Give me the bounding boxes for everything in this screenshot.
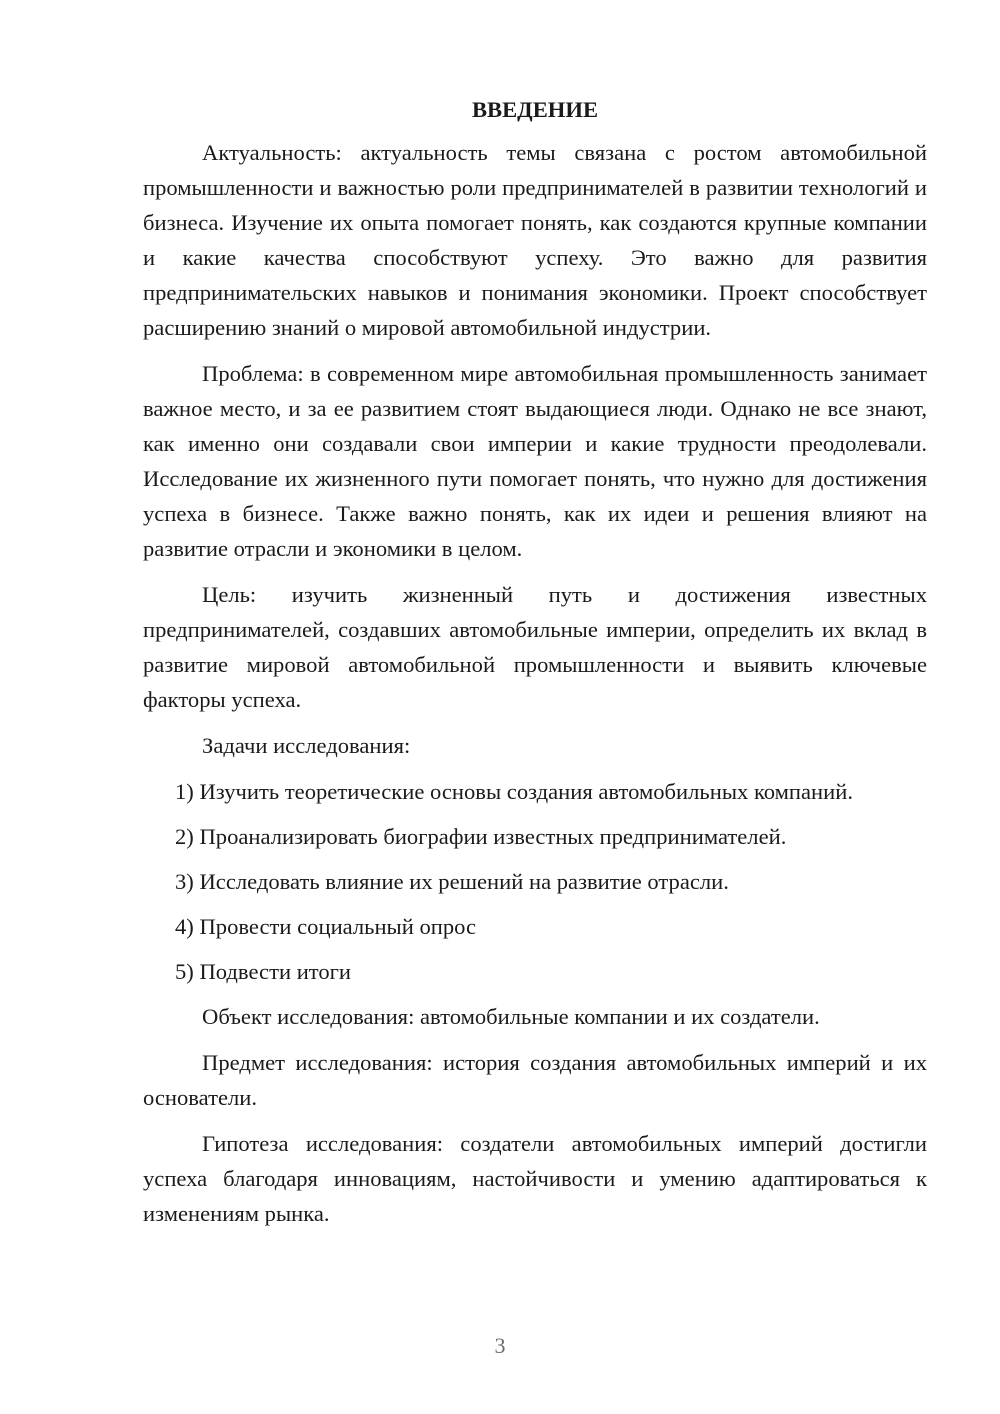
- task-item: 1) Изучить теоретические основы создания автомобильных компаний.: [175, 779, 853, 804]
- page-number: 3: [494, 1333, 506, 1358]
- hypothesis-paragraph: Гипотеза исследования: создатели автомобильных империй достигли успеха благодаря инновациям, настойчивости и умению адаптироваться к изменениям рынка.: [143, 1131, 927, 1226]
- tasks-heading: Задачи исследования:: [202, 733, 411, 758]
- task-item: 5) Подвести итоги: [175, 959, 352, 984]
- page-content: [143, 95, 927, 1242]
- task-item: 3) Исследовать влияние их решений на развитие отрасли.: [175, 869, 729, 894]
- goal-paragraph: Цель: изучить жизненный путь и достижения известных предпринимателей, создавших автомобильные империи, определить их вклад в развитие мировой автомобильной промышленности и выявить ключевые факторы успеха.: [143, 582, 927, 712]
- relevance-paragraph: Актуальность: актуальность темы связана с ростом автомобильной промышленности и важностью роли предпринимателей в развитии технологий и бизнеса. Изучение их опыта помогает понять, как создаются крупные компании и какие качества способствуют успеху. Это важно для развития предпринимательских навыков и понимания экономики. Проект способствует расширению знаний о мировой автомобильной индустрии.: [143, 140, 927, 340]
- tasks-list: [143, 774, 927, 989]
- task-item: 4) Провести социальный опрос: [175, 914, 477, 939]
- task-item: 2) Проанализировать биографии известных предпринимателей.: [175, 824, 787, 849]
- section-title: ВВЕДЕНИЕ: [471, 97, 599, 122]
- subject-paragraph: Предмет исследования: история создания автомобильных империй и их основатели.: [143, 1050, 927, 1110]
- problem-paragraph: Проблема: в современном мире автомобильная промышленность занимает важное место, и за ее развитием стоят выдающиеся люди. Однако не все знают, как именно они создавали свои империи и какие трудности преодолевали. Исследование их жизненного пути помогает понять, что нужно для достижения успеха в бизнесе. Также важно понять, как их идеи и решения влияют на развитие отрасли и экономики в целом.: [143, 361, 927, 561]
- object-paragraph: Объект исследования: автомобильные компании и их создатели.: [202, 1004, 820, 1029]
